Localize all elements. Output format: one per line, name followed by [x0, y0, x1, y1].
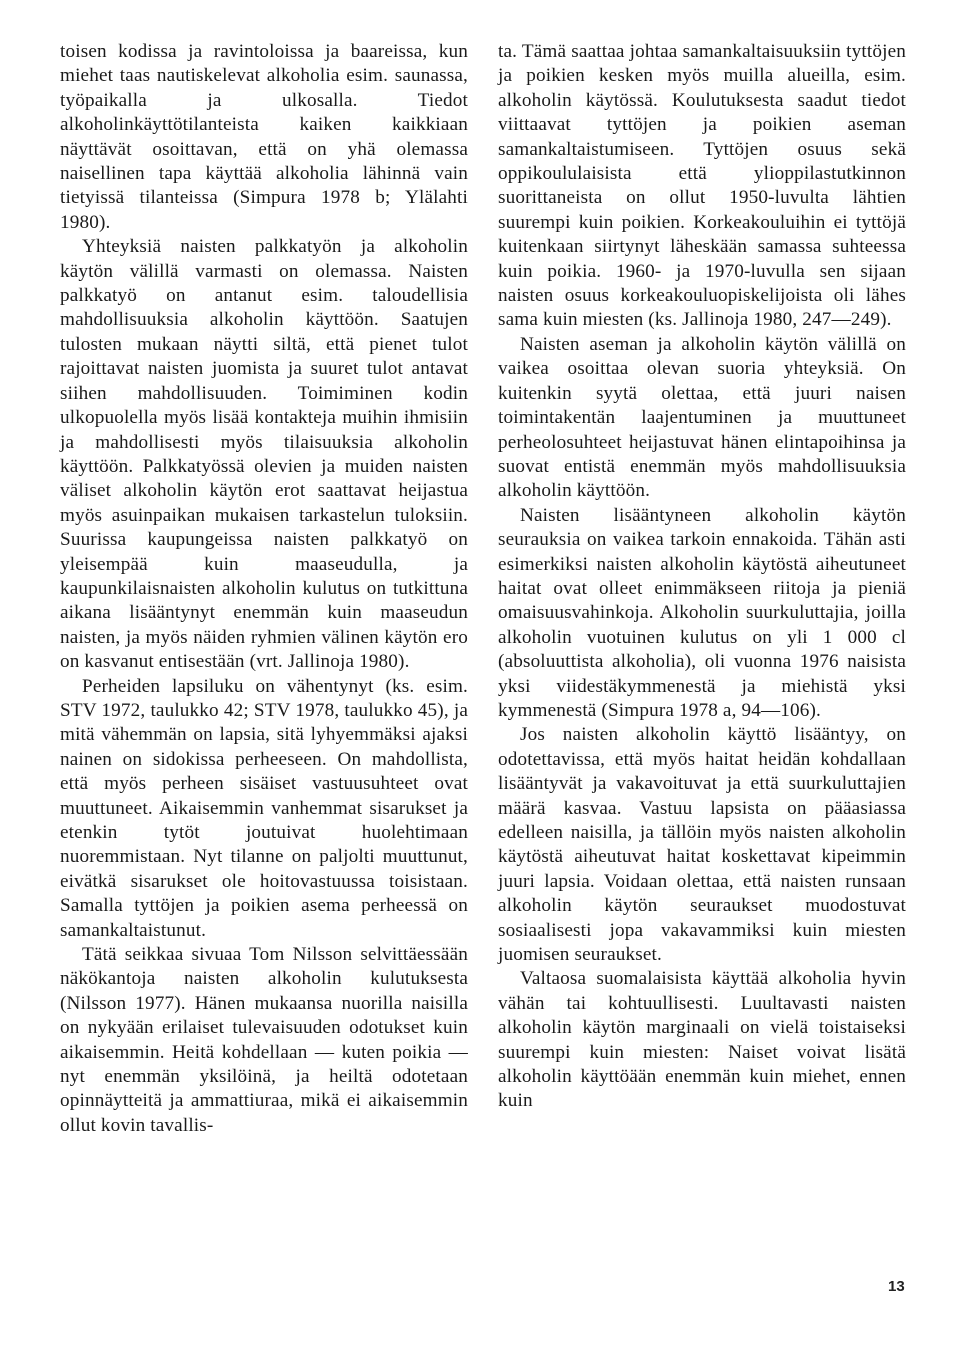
paragraph: Tätä seikkaa sivuaa Tom Nilsson selvittäessään näkökantoja naisten alkoholin kulutuksesta (Nilsson 1977). Hänen mukaansa nuorilla naisilla on nykyään erilaiset tulevaisuuden odotukset kuin aikaisemmin. Heitä kohdellaan — kuten poikia — nyt enemmän yksilöinä, ja heiltä odotetaan opinnäytteitä ja ammattiuraa, mikä ei aikaisemmin ollut kovin tavallis- — [60, 944, 468, 1136]
paragraph: Yhteyksiä naisten palkkatyön ja alkoholin käytön välillä varmasti on olemassa. Naisten palkkatyö on antanut esim. taloudellisia mahdollisuuksia alkoholin käyttöön. Saatujen tulosten mukaan näytti siltä, että pienet tulot rajoittavat naisten juomista ja suuret tulot antavat siihen mahdollisuuden. Toimiminen kodin ulkopuolella myös lisää kontakteja muihin ihmisiin ja mahdollisesti myös tilaisuuksia alkoholin käyttöön. Palkkatyössä olevien ja muiden naisten väliset alkoholin käytön erot saattavat heijastua myös asuinpaikan mukaisen tarkastelun tuloksiin. Suurissa kaupungeissa naisten palkkatyö on yleisempää kuin maaseudulla, ja kaupunkilaisnaisten alkoholin kulutus on tutkittuna aikana lisääntynyt enemmän kuin maaseudun naisten, ja myös näiden ryhmien välinen käytön ero on kasvanut entisestään (vrt. Jallinoja 1980). — [60, 236, 468, 673]
paragraph: Valtaosa suomalaisista käyttää alkoholia hyvin vähän tai kohtuullisesti. Luultavasti naisten alkoholin käytön marginaali on vielä toistaiseksi suurempi kuin miesten: Naiset voivat lisätä alkoholin käyttöään enemmän kuin miehet, ennen kuin — [498, 968, 906, 1112]
paragraph: Naisten aseman ja alkoholin käytön välillä on vaikea osoittaa olevan suoria yhteyksiä. On kuitenkin syytä olettaa, että juuri naisen toimintakentän laajentuminen ja muuttuneet perheolosuhteet heijastuvat hänen elintapoihinsa ja suovat entistä enemmän myös mahdollisuuksia alkoholin käyttöön. — [498, 333, 906, 502]
page-number: 13 — [888, 1278, 905, 1295]
right-text-column — [498, 40, 906, 1114]
paragraph: Jos naisten alkoholin käyttö lisääntyy, on odotettavissa, että myös haitat heidän kohdallaan lisääntyvät ja vakavoituvat ja että suurkuluttajien määrä kasvaa. Vastuu lapsista on pääasiassa edelleen naisilla, ja tällöin myös naisten alkoholin käytöstä aiheutuvat haitat koskettavat kipeimmin juuri lapsia. Voidaan olettaa, että naisten runsaan alkoholin käytön seuraukset muodostuvat sosiaalisesti jopa vakavammiksi kuin miesten juomisen seuraukset. — [498, 724, 906, 966]
paragraph: Naisten lisääntyneen alkoholin käytön seurauksia on vaikea tarkoin ennakoida. Tähän asti esimerkiksi naisten alkoholin käytöstä aiheutuneet haitat ovat olleet enimmäkseen riitoja ja pieniä omaisuusvahinkoja. Alkoholin suurkuluttajia, joilla alkoholin vuotuinen kulutus on yli 1 000 cl (absoluuttista alkoholia), oli vuonna 1976 naisista yksi viidestäkymmenestä ja miehistä yksi kymmenestä (Simpura 1978 a, 94—106). — [498, 504, 906, 721]
paragraph: toisen kodissa ja ravintoloissa ja baareissa, kun miehet taas nautiskelevat alkoholia esim. saunassa, työpaikalla ja ulkosalla. Tiedot alkoholinkäyttötilanteista kaiken kaikkiaan näyttävät osoittavan, että on yhä olemassa naisellinen tapa käyttää alkoholia lähinnä vain tietyissä tilanteissa (Simpura 1978 b; Ylälahti 1980). — [60, 41, 468, 233]
left-text-column — [60, 40, 468, 1138]
paragraph: ta. Tämä saattaa johtaa samankaltaisuuksiin tyttöjen ja poikien kesken myös muilla alueilla, esim. alkoholin käytössä. Koulutuksesta saadut tiedot viittaavat tyttöjen ja poikien aseman samankaltaistumiseen. Tyttöjen osuus sekä oppikoululaisista että ylioppilastutkinnon suorittaneista on ollut 1950-luvulta lähtien suurempi kuin poikien. Korkeakouluihin ei tyttöjä kuitenkaan siirtynyt läheskään samassa suhteessa kuin poikia. 1960- ja 1970-luvulla sen sijaan naisten osuus korkeakouluopiskelijoista oli lähes sama kuin miesten (ks. Jallinoja 1980, 247—249). — [498, 41, 906, 331]
paragraph: Perheiden lapsiluku on vähentynyt (ks. esim. STV 1972, taulukko 42; STV 1978, taulukko 45), ja mitä vähemmän on lapsia, sitä lyhyemmäksi ajaksi nainen on sidokissa perheeseen. On mahdollista, että myös perheen sisäiset vastuusuhteet ovat muuttuneet. Aikaisemmin vanhemmat sisarukset ja etenkin tytöt joutuivat huolehtimaan nuoremmistaan. Nyt tilanne on paljolti muuttunut, eivätkä sisarukset ole hoitovastuussa toisistaan. Samalla tyttöjen ja poikien asema perheessä on samankaltaistunut. — [60, 675, 468, 941]
